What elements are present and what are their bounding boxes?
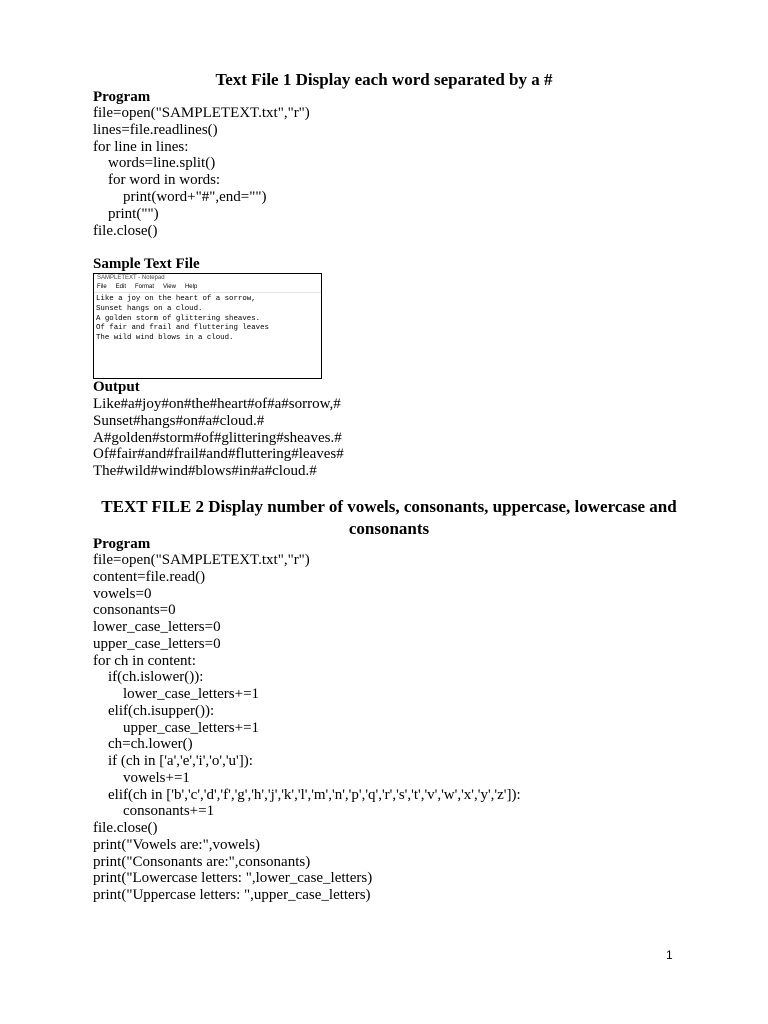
- code-line: file=open("SAMPLETEXT.txt","r"): [93, 105, 310, 121]
- output-line: A#golden#storm#of#glittering#sheaves.#: [93, 429, 342, 446]
- code-line: vowels+=1: [123, 769, 190, 786]
- code-line: for word in words:: [108, 172, 221, 189]
- code-line: lower_case_letters+=1: [123, 686, 260, 702]
- code-line: upper_case_letters=0: [93, 635, 221, 652]
- notepad-menu-view: View: [163, 284, 176, 290]
- notepad-line: A golden storm of glittering sheaves.: [96, 314, 261, 323]
- code-line: print("Vowels are:",vowels): [93, 836, 260, 853]
- notepad-line: Like a joy on the heart of a sorrow,: [96, 295, 256, 303]
- code-line: print("Lowercase letters: ",lower_case_letters): [93, 870, 373, 887]
- notepad-text-area: [94, 293, 321, 344]
- output-line: Like#a#joy#on#the#heart#of#a#sorrow,#: [93, 396, 341, 412]
- code-line: elif(ch in ['b','c','d','f','g','h','j','k','l','m','n','p','q','r','s','t','v','w','x','y','z']):: [108, 786, 521, 803]
- sample-text-file-label: Sample Text File: [93, 256, 200, 272]
- section2-title: TEXT FILE 2 Display number of vowels, consonants, uppercase, lowercase and consonants: [101, 497, 677, 538]
- code-line: upper_case_letters+=1: [123, 719, 260, 736]
- notepad-line: Sunset hangs on a cloud.: [96, 304, 203, 313]
- page-number: 1: [666, 948, 673, 962]
- section1-program-label: Program: [93, 89, 151, 105]
- code-line: content=file.read(): [93, 568, 206, 585]
- notepad-title: SAMPLETEXT - Notepad: [97, 275, 165, 281]
- code-line: vowels=0: [93, 585, 152, 602]
- notepad-menu-file: File: [97, 284, 107, 290]
- code-line: consonants=0: [93, 602, 176, 619]
- notepad-line: Of fair and frail and fluttering leaves: [96, 324, 269, 333]
- code-line: elif(ch.isupper()):: [108, 702, 215, 719]
- code-line: file=open("SAMPLETEXT.txt","r"): [93, 552, 310, 568]
- notepad-screenshot: [93, 273, 322, 379]
- code-line: file.close(): [93, 222, 158, 239]
- code-line: consonants+=1: [123, 803, 215, 820]
- output-line: The#wild#wind#blows#in#a#cloud.#: [93, 463, 317, 480]
- code-line: ch=ch.lower(): [108, 736, 193, 753]
- output-line: Sunset#hangs#on#a#cloud.#: [93, 412, 265, 429]
- notepad-menu-format: Format: [135, 284, 155, 290]
- section1-code-block: [93, 105, 310, 239]
- code-line: for line in lines:: [93, 138, 189, 155]
- code-line: print(""): [108, 205, 159, 222]
- code-line: file.close(): [93, 820, 158, 836]
- code-line: print("Consonants are:",consonants): [93, 853, 311, 870]
- section2-code-block: [93, 552, 521, 904]
- output-line: Of#fair#and#frail#and#fluttering#leaves#: [93, 446, 344, 463]
- code-line: for ch in content:: [93, 652, 196, 669]
- code-line: print("Uppercase letters: ",upper_case_letters): [93, 887, 371, 903]
- code-line: if (ch in ['a','e','i','o','u']):: [108, 753, 253, 769]
- section1-title: Text File 1 Display each word separated by a #: [215, 70, 553, 89]
- code-line: print(word+"#",end=""): [123, 188, 267, 205]
- code-line: lines=file.readlines(): [93, 121, 218, 138]
- code-line: lower_case_letters=0: [93, 619, 221, 635]
- output-block: [93, 396, 344, 480]
- notepad-menu-edit: Edit: [115, 284, 127, 290]
- notepad-line: The wild wind blows in a cloud.: [96, 334, 234, 343]
- output-label: Output: [93, 379, 140, 395]
- notepad-menu-bar: [94, 283, 321, 293]
- code-line: words=line.split(): [108, 155, 216, 172]
- section2-program-label: Program: [93, 536, 151, 552]
- notepad-menu-help: Help: [184, 284, 198, 290]
- code-line: if(ch.islower()):: [108, 669, 204, 686]
